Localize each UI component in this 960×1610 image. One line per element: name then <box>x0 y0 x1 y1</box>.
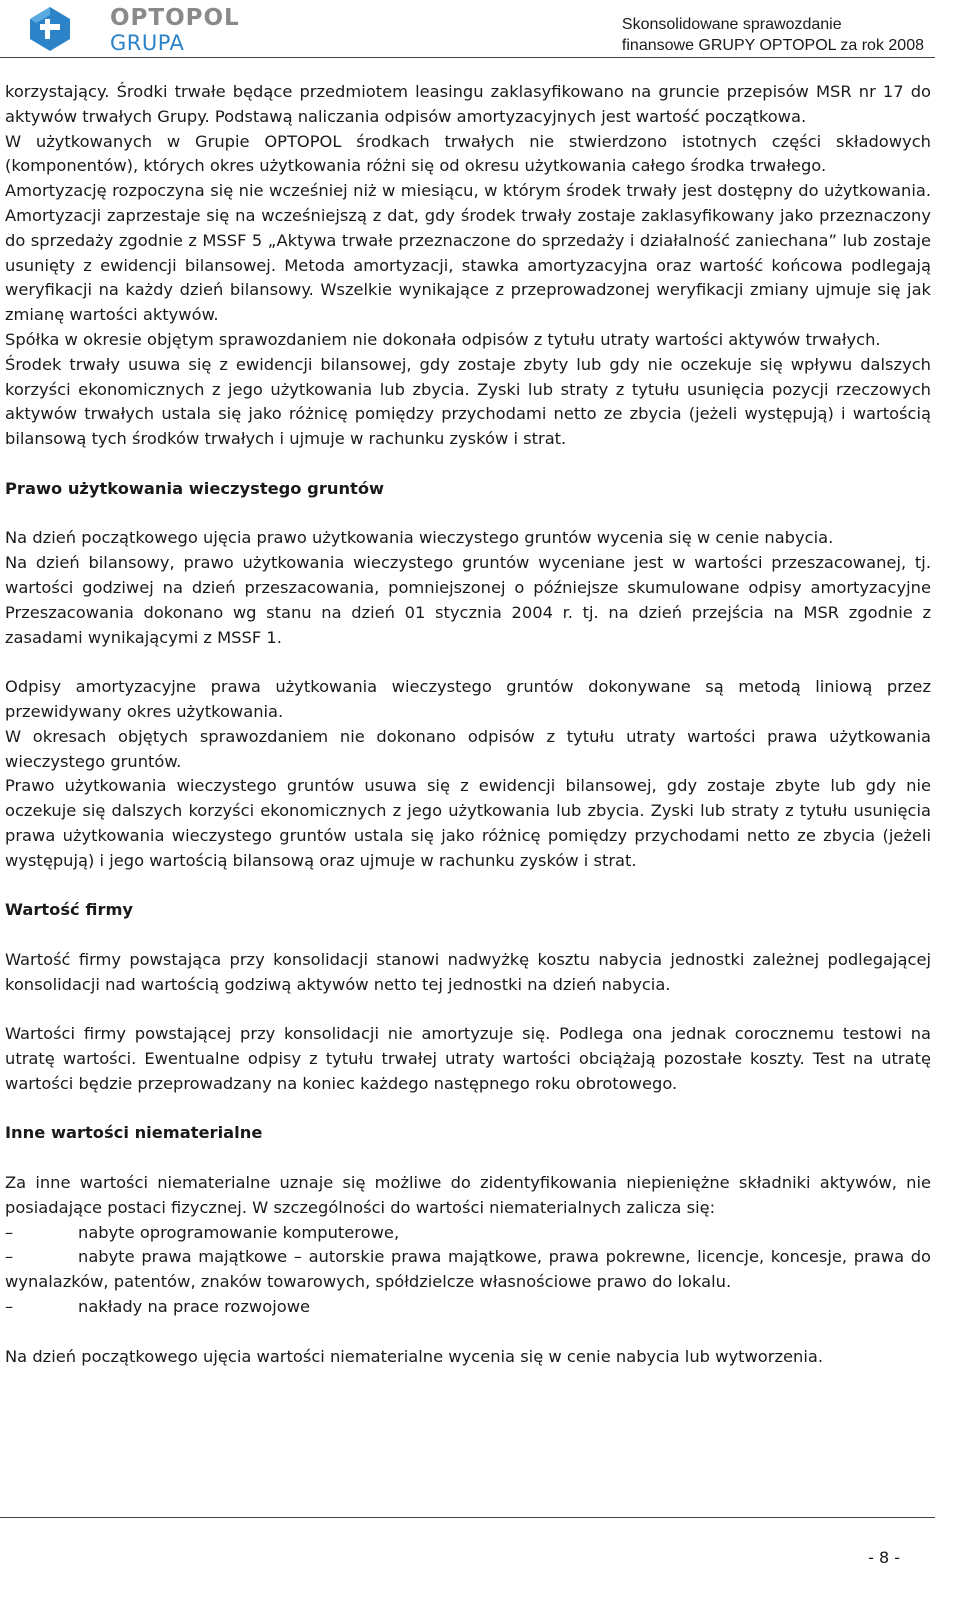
paragraph-leasing: korzystający. Środki trwałe będące przedmiotem leasingu zaklasyfikowano na gruncie przepisów MSR nr 17 do aktywów trwałych Grupy. Podstawą naliczania odpisów amortyzacyjnych jest wartość początkowa. <box>5 82 931 126</box>
report-title <box>622 14 924 56</box>
document-body <box>5 80 931 1369</box>
spacer <box>5 1146 931 1171</box>
optopol-logo <box>26 3 240 55</box>
page-number: - 8 - <box>868 1548 900 1567</box>
heading-perpetual-usufruct: Prawo użytkowania wieczystego gruntów <box>5 478 385 498</box>
report-title-line-1: Skonsolidowane sprawozdanie <box>621 16 842 33</box>
paragraph-derecognition: Środek trwały usuwa się z ewidencji bilansowej, gdy zostaje zbyty lub gdy nie oczekuje się wpływu dalszych korzyści ekonomicznych z jego użytkowania lub zbycia. Zyski lub straty z tytułu usunięcia pozycji rzeczowych aktywów trwałych ustala się jako różnicę pomiędzy przychodami netto ze zbycia (jeżeli występują) i wartością bilansową tych środków trwałych i ujmuje w rachunku zysków i strat. <box>5 354 931 449</box>
paragraph-intangibles-initial: Na dzień początkowego ujęcia wartości niematerialne wycenia się w cenie nabycia lub wytworzenia. <box>5 1346 824 1366</box>
spacer <box>5 650 931 675</box>
spacer <box>5 923 931 948</box>
paragraph-land-depreciation: Odpisy amortyzacyjne prawa użytkowania wieczystego gruntów dokonywane są metodą liniową przez przewidywany okres użytkowania. <box>5 677 931 721</box>
header-divider <box>0 57 935 58</box>
paragraph-intangibles-definition: Za inne wartości niematerialne uznaje się możliwe do zidentyfikowania niepieniężne składniki aktywów, nie posiadające postaci fizycznej. W szczególności do wartości niematerialnych zalicza się: <box>5 1173 931 1217</box>
paragraph-goodwill-test: Wartości firmy powstającej przy konsolidacji nie amortyzuje się. Podlega ona jednak corocznemu testowi na utratę wartości. Ewentualne odpisy z tytułu trwałej utraty wartości obciążają pozostałe koszty. Test na utratę wartości będzie przeprowadzany na koniec każdego następnego roku obrotowego. <box>5 1024 931 1093</box>
spacer <box>5 874 931 899</box>
paragraph-impairment: Spółka w okresie objętym sprawozdaniem nie dokonała odpisów z tytułu utraty wartości aktywów trwałych. <box>5 329 881 349</box>
list-item <box>5 1245 931 1295</box>
paragraph-components: W użytkowanych w Grupie OPTOPOL środkach trwałych nie stwierdzono istotnych części składowych (komponentów), których okres użytkowania różni się od okresu użytkowania całego środka trwałego. <box>5 131 931 176</box>
dash-bullet: – <box>5 1297 14 1317</box>
list-item-text: nabyte prawa majątkowe – autorskie prawa majątkowe, prawa pokrewne, licencje, koncesje, prawa do wynalazków, patentów, znaków towarowych, spółdzielcze własnościowe prawo do lokalu. <box>5 1247 931 1292</box>
spacer <box>5 1320 931 1345</box>
footer-divider <box>0 1517 935 1518</box>
paragraph-depreciation: Amortyzację rozpoczyna się nie wcześniej niż w miesiącu, w którym środek trwały jest dostępny do użytkowania. Amortyzacji zaprzestaje się na wcześniejszą z dat, gdy środek trwały zostaje zaklasyfikowany jako przeznaczony do sprzedaży zgodnie z MSSF 5 „Aktywa trwałe przeznaczone do sprzedaży i działalność zaniechana” lub zostaje usunięty z ewidencji bilansowej. Metoda amortyzacji, stawka amortyzacyjna oraz wartość końcowa podlegają weryfikacji na każdy dzień bilansowy. Wszelkie wynikające z przeprowadzonej weryfikacji zmiany ujmuje się jak zmianę wartości aktywów. <box>5 181 931 325</box>
heading-goodwill: Wartość firmy <box>5 900 134 920</box>
report-title-line-2: finansowe GRUPY OPTOPOL za rok 2008 <box>621 37 924 54</box>
paragraph-land-impairment: W okresach objętych sprawozdaniem nie dokonano odpisów z tytułu utraty wartości prawa użytkowania wieczystego gruntów. <box>5 726 931 771</box>
list-item-text: nabyte oprogramowanie komputerowe, <box>78 1222 400 1242</box>
paragraph-goodwill-definition: Wartość firmy powstająca przy konsolidacji stanowi nadwyżkę kosztu nabycia jednostki zależnej podlegającej konsolidacji nad wartością godziwą aktywów netto tej jednostki na dzień nabycia. <box>5 949 931 994</box>
spacer <box>5 997 931 1022</box>
spacer <box>5 1097 931 1122</box>
dash-bullet: – <box>5 1247 14 1267</box>
logo-text-optopol: OPTOPOL <box>110 5 240 31</box>
paragraph-land-derecognition: Prawo użytkowania wieczystego gruntów usuwa się z ewidencji bilansowej, gdy zostaje zbyte lub gdy nie oczekuje się dalszych korzyści ekonomicznych z jego użytkowania lub zbycia. Zyski lub straty z tytułu usunięcia prawa użytkowania wieczystego gruntów ustala się jako różnicę pomiędzy przychodami netto ze zbycia (jeżeli występują) i jego wartością bilansową oraz ujmuje w rachunku zysków i strat. <box>5 776 931 870</box>
page-header <box>0 0 960 60</box>
logo-text-grupa: GRUPA <box>110 31 185 55</box>
list-item <box>5 1221 931 1246</box>
spacer <box>5 502 931 527</box>
heading-other-intangibles: Inne wartości niematerialne <box>5 1123 263 1143</box>
spacer <box>5 452 931 477</box>
paragraph-land-revaluation: Na dzień bilansowy, prawo użytkowania wieczystego gruntów wyceniane jest w wartości przeszacowanej, tj. wartości godziwej na dzień przeszacowania, pomniejszonej o późniejsze skumulowane odpisy amortyzacyjne Przeszacowania dokonano wg stanu na dzień 01 stycznia 2004 r. tj. na dzień przejścia na MSR zgodnie z zasadami wynikającymi z MSSF 1. <box>5 553 931 647</box>
paragraph-land-initial: Na dzień początkowego ujęcia prawo użytkowania wieczystego gruntów wycenia się w cenie nabycia. <box>5 528 834 548</box>
dash-bullet: – <box>5 1222 14 1242</box>
list-item-text: nakłady na prace rozwojowe <box>78 1297 311 1317</box>
list-item <box>5 1295 931 1320</box>
optopol-logo-mark-icon <box>26 5 74 53</box>
